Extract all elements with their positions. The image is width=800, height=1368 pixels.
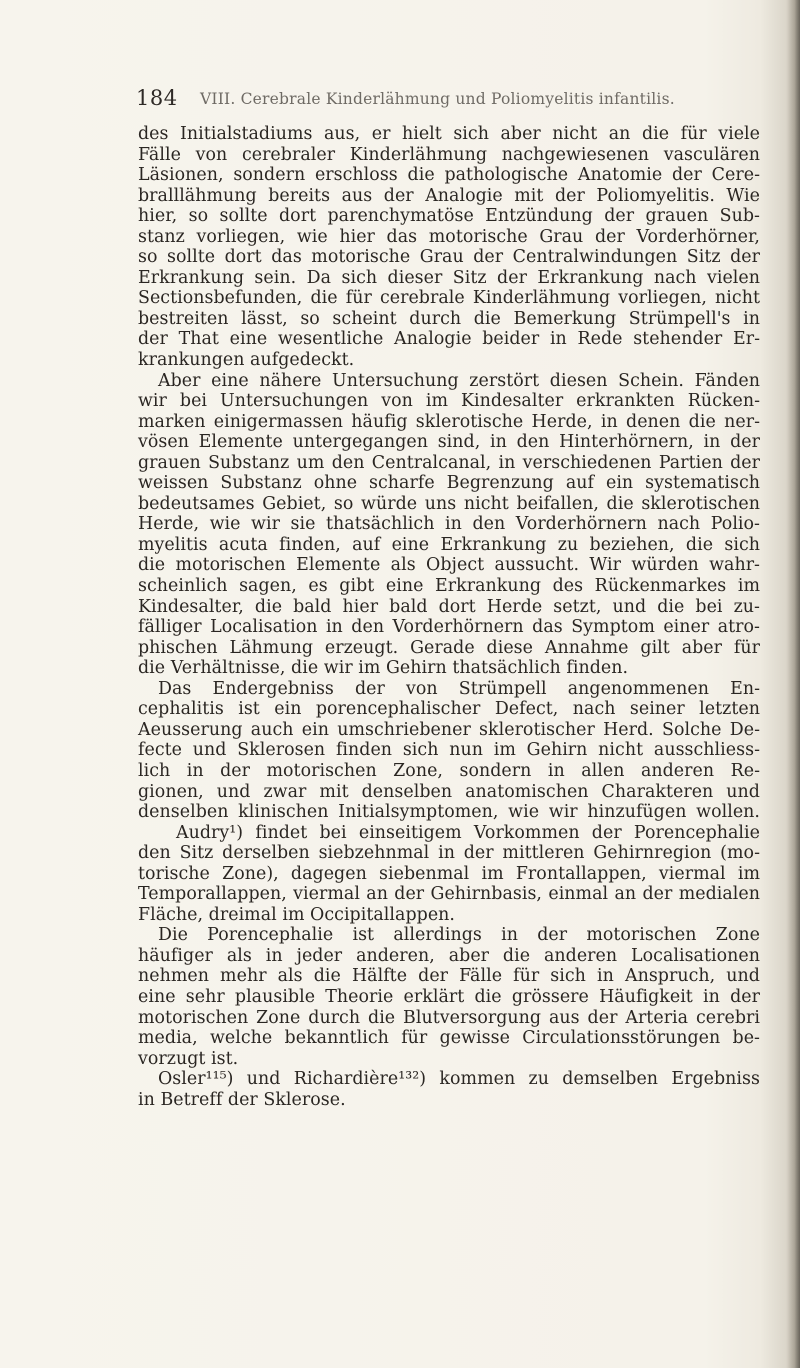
text-line: grauen Substanz um den Centralcanal, in verschiedenen Partien der <box>138 452 760 473</box>
text-line: eine sehr plausible Theorie erklärt die grössere Häufigkeit in der <box>138 986 760 1007</box>
text-line: in Betreff der Sklerose. <box>138 1089 346 1110</box>
text-line: Die Porencephalie ist allerdings in der motorischen Zone <box>158 925 760 946</box>
page-edge-shadow <box>786 0 800 1368</box>
text-line: bralllähmung bereits aus der Analogie mit der Poliomyelitis. Wie <box>138 185 760 206</box>
text-line: die motorischen Elemente als Object aussucht. Wir würden wahr- <box>138 555 760 576</box>
text-line: wir bei Untersuchungen von im Kindesalter erkrankten Rücken- <box>138 391 760 412</box>
text-line: häufiger als in jeder anderen, aber die anderen Localisationen <box>138 945 760 966</box>
text-line: fecte und Sklerosen finden sich nun im Gehirn nicht ausschliess- <box>138 740 760 761</box>
text-line: Aeusserung auch ein umschriebener sklerotischer Herd. Solche De- <box>138 719 760 740</box>
text-line: gionen, und zwar mit denselben anatomischen Charakteren und <box>138 781 760 802</box>
text-line: Sectionsbefunden, die für cerebrale Kinderlähmung vorliegen, nicht <box>138 288 760 309</box>
text-line: Herde, wie wir sie thatsächlich in den Vorderhörnern nach Polio- <box>138 514 760 535</box>
text-line: torische Zone), dagegen siebenmal im Frontallappen, viermal im <box>138 863 760 884</box>
text-line: fälliger Localisation in den Vorderhörnern das Symptom einer atro- <box>138 617 760 638</box>
body-text <box>138 124 760 1110</box>
text-line: phischen Lähmung erzeugt. Gerade diese Annahme gilt aber für <box>138 637 760 658</box>
text-line: Audry¹) findet bei einseitigem Vorkommen der Porencephalie <box>176 822 760 843</box>
page-header <box>136 66 756 110</box>
text-line: cephalitis ist ein porencephalischer Defect, nach seiner letzten <box>138 699 760 720</box>
text-line: weissen Substanz ohne scharfe Begrenzung auf ein systematisch <box>138 473 760 494</box>
text-line: den Sitz derselben siebzehnmal in der mittleren Gehirnregion (mo- <box>138 843 760 864</box>
text-line: der That eine wesentliche Analogie beider in Rede stehender Er- <box>138 329 760 350</box>
text-line: Das Endergebniss der von Strümpell angenommenen En- <box>158 678 760 699</box>
page-number: 184 <box>136 86 178 110</box>
text-line: Aber eine nähere Untersuchung zerstört diesen Schein. Fänden <box>158 370 760 391</box>
text-line: Fläche, dreimal im Occipitallappen. <box>138 904 455 925</box>
text-line: Läsionen, sondern erschloss die pathologische Anatomie der Cere- <box>138 165 760 186</box>
text-line: die Verhältnisse, die wir im Gehirn thatsächlich finden. <box>138 658 629 679</box>
text-line: bestreiten lässt, so scheint durch die Bemerkung Strümpell's in <box>138 308 760 329</box>
text-line: denselben klinischen Initialsymptomen, wie wir hinzufügen wollen. <box>138 802 760 823</box>
text-line: hier, so sollte dort parenchymatöse Entzündung der grauen Sub- <box>138 206 760 227</box>
text-line: Kindesalter, die bald hier bald dort Herde setzt, und die bei zu- <box>138 596 760 617</box>
text-line: media, welche bekanntlich für gewisse Circulationsstörungen be- <box>138 1028 760 1049</box>
text-line: stanz vorliegen, wie hier das motorische Grau der Vorderhörner, <box>138 226 760 247</box>
text-line: vösen Elemente untergegangen sind, in den Hinterhörnern, in der <box>138 432 760 453</box>
text-line: lich in der motorischen Zone, sondern in allen anderen Re- <box>138 760 760 781</box>
text-line: des Initialstadiums aus, er hielt sich aber nicht an die für viele <box>138 124 760 144</box>
text-line: Erkrankung sein. Da sich dieser Sitz der Erkrankung nach vielen <box>138 267 760 288</box>
text-line: so sollte dort das motorische Grau der Centralwindungen Sitz der <box>138 247 760 268</box>
text-line: motorischen Zone durch die Blutversorgung aus der Arteria cerebri <box>138 1007 760 1028</box>
text-line: bedeutsames Gebiet, so würde uns nicht beifallen, die sklerotischen <box>138 493 760 514</box>
text-line: krankungen aufgedeckt. <box>138 350 355 371</box>
text-line: marken einigermassen häufig sklerotische Herde, in denen die ner- <box>138 411 760 432</box>
text-line: nehmen mehr als die Hälfte der Fälle für sich in Anspruch, und <box>138 966 760 987</box>
text-line: myelitis acuta finden, auf eine Erkrankung zu beziehen, die sich <box>138 534 760 555</box>
text-line: scheinlich sagen, es gibt eine Erkrankung des Rückenmarkes im <box>138 576 760 597</box>
text-line: Temporallappen, viermal an der Gehirnbasis, einmal an der medialen <box>138 884 760 905</box>
text-line: Fälle von cerebraler Kinderlähmung nachgewiesenen vasculären <box>138 144 760 165</box>
running-head: VIII. Cerebrale Kinderlähmung und Poliomyelitis infantilis. <box>200 90 675 108</box>
text-line: vorzugt ist. <box>138 1048 239 1069</box>
text-line: Osler¹¹⁵) und Richardière¹³²) kommen zu demselben Ergebniss <box>158 1069 760 1090</box>
